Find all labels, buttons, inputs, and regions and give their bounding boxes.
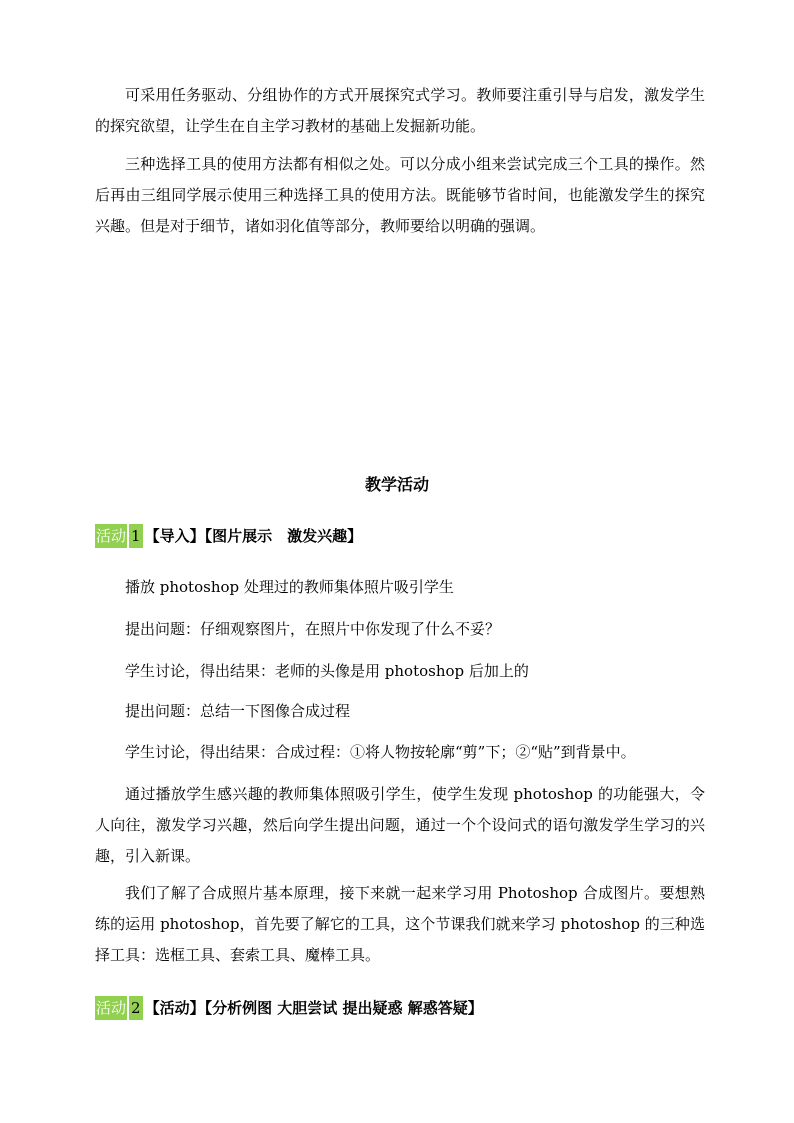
activity-number: 2: [129, 996, 143, 1020]
activity-1-paragraph: 我们了解了合成照片基本原理，接下来就一起来学习用 Photoshop 合成图片。要想熟练的运用 photoshop，首先要了解它的工具，这个节课我们就来学习 photoshop 的三种选择工具：选框工具、套索工具、魔棒工具。: [95, 884, 705, 964]
activity-1-line: 提出问题：仔细观察图片，在照片中你发现了什么不妥？: [125, 620, 501, 638]
activity-1-line: 学生讨论，得出结果：老师的头像是用 photoshop 后加上的: [125, 662, 529, 680]
section-title: 教学活动: [364, 475, 429, 494]
activity-tag: 活动: [95, 996, 127, 1020]
activity-2-heading: [95, 996, 483, 1020]
activity-1-paragraph: 通过播放学生感兴趣的教师集体照吸引学生，使学生发现 photoshop 的功能强大，令人向往，激发学习兴趣，然后向学生提出问题，通过一个个设问式的语句激发学生学习的兴趣，引入新课。: [95, 785, 705, 865]
activity-1-line: 播放 photoshop 处理过的教师集体照片吸引学生: [125, 578, 454, 596]
activity-1-line: 提出问题：总结一下图像合成过程: [125, 702, 351, 720]
activity-1-heading: [95, 524, 362, 548]
activity-number: 1: [129, 524, 143, 548]
activity-tag: 活动: [95, 524, 127, 548]
activity-1-line: 学生讨论，得出结果：合成过程：①将人物按轮廓“剪”下；②“贴”到背景中。: [125, 743, 636, 761]
intro-paragraph-1: 可采用任务驱动、分组协作的方式开展探究式学习。教师要注重引导与启发，激发学生的探究欲望，让学生在自主学习教材的基础上发掘新功能。: [95, 86, 705, 135]
activity-1-title: 【导入】【图片展示 激发兴趣】: [144, 527, 363, 545]
intro-paragraph-2: 三种选择工具的使用方法都有相似之处。可以分成小组来尝试完成三个工具的操作。然后再由三组同学展示使用三种选择工具的使用方法。既能够节省时间，也能激发学生的探究兴趣。但是对于细节，诸如羽化值等部分，教师要给以明确的强调。: [95, 155, 705, 235]
activity-2-title: 【活动】【分析例图 大胆尝试 提出疑惑 解惑答疑】: [144, 999, 483, 1017]
